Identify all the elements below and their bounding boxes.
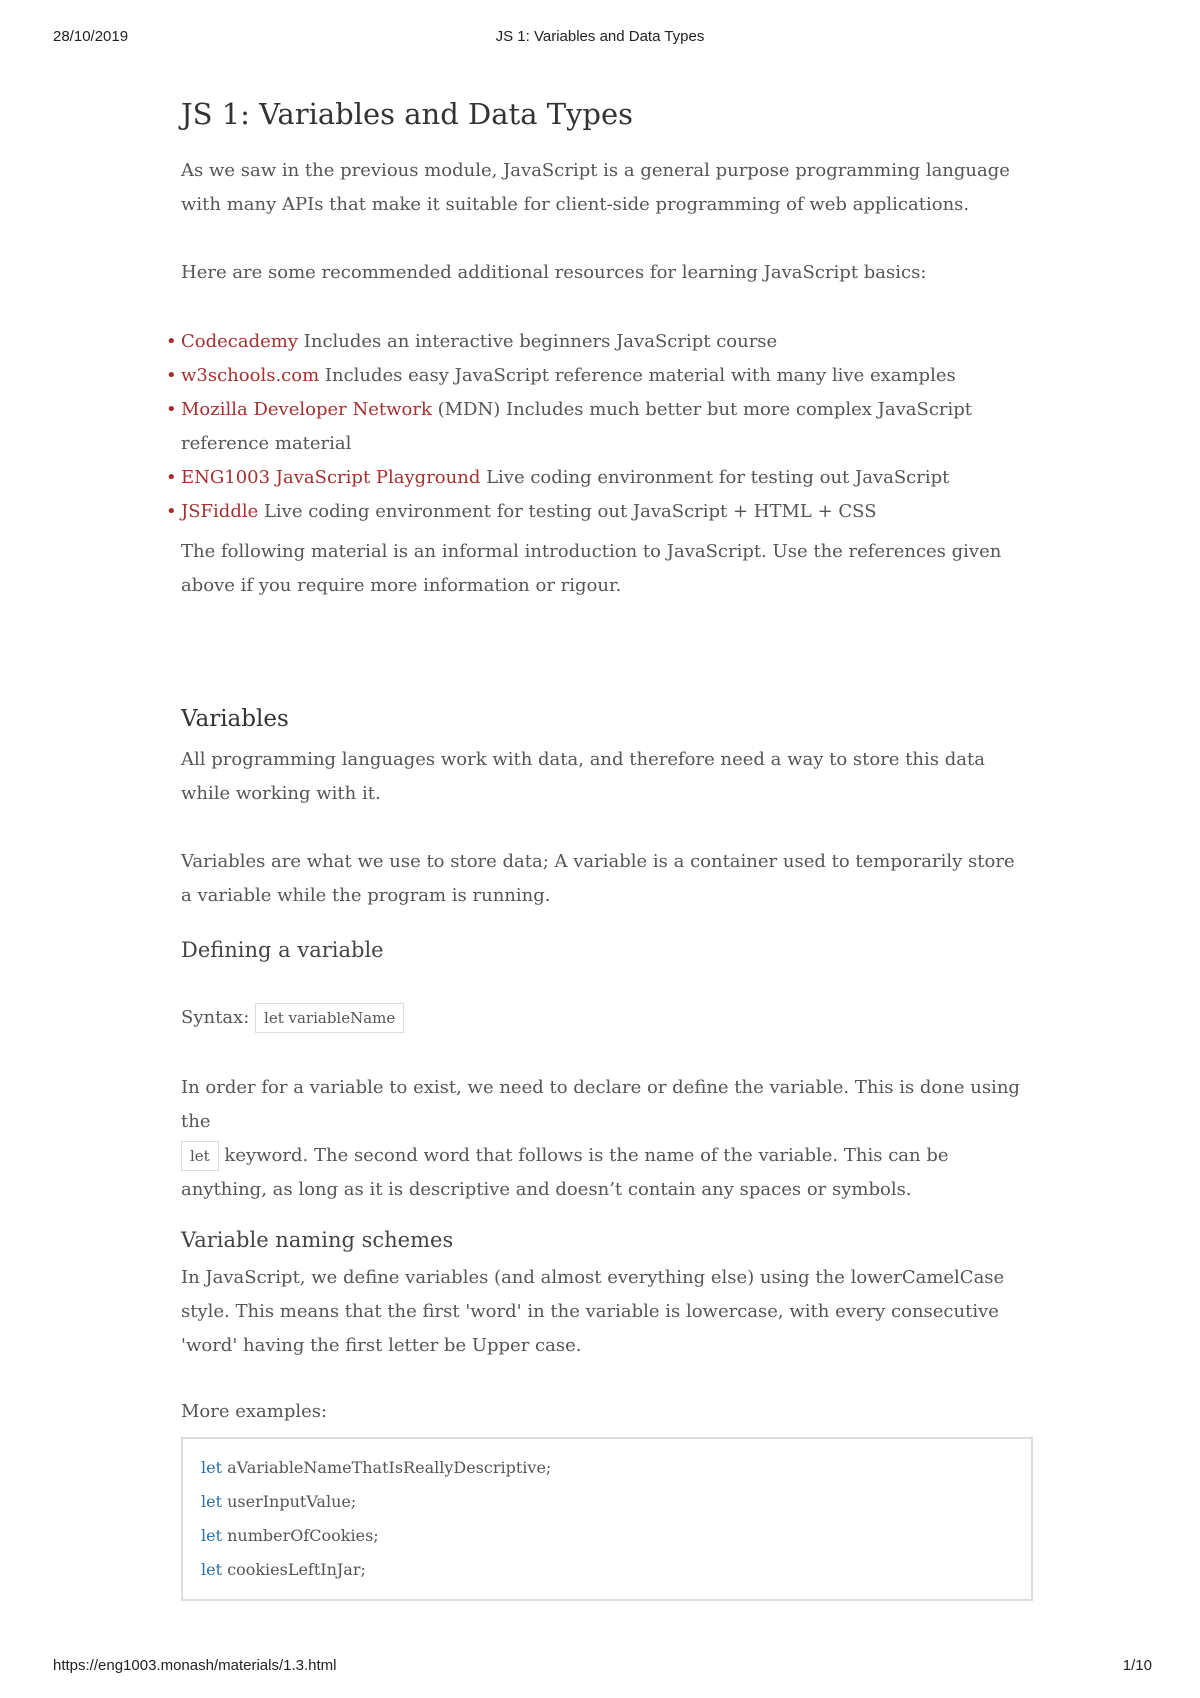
article bbox=[181, 92, 1031, 1601]
code-line bbox=[201, 1519, 1013, 1553]
code-keyword: let bbox=[201, 1458, 223, 1477]
more-examples-label: More examples: bbox=[181, 1401, 328, 1422]
list-item bbox=[163, 325, 1031, 359]
naming-schemes-heading: Variable naming schemes bbox=[181, 1228, 454, 1252]
page-number: 1/10 bbox=[1122, 1657, 1152, 1674]
variables-definition-paragraph: Variables are what we use to store data; A variable is a container used to temporarily store a variable while the program is running. bbox=[181, 851, 1015, 906]
w3schools-link[interactable]: w3schools.com bbox=[181, 365, 320, 386]
code-keyword: let bbox=[201, 1492, 223, 1511]
codecademy-link[interactable]: Codecademy bbox=[181, 331, 299, 352]
list-item bbox=[163, 461, 1031, 495]
let-inline-code: let bbox=[181, 1141, 219, 1171]
syntax-label: Syntax: bbox=[181, 1007, 250, 1028]
code-keyword: let bbox=[201, 1560, 223, 1579]
list-item-text: Includes an interactive beginners JavaScript course bbox=[298, 331, 778, 352]
code-text: cookiesLeftInJar; bbox=[222, 1560, 366, 1579]
list-item bbox=[163, 393, 1031, 461]
variables-paragraph: All programming languages work with data, and therefore need a way to store this data while working with it. bbox=[181, 749, 985, 804]
declare-text-continued: keyword. The second word that follows is the name of the variable. This can be anything, as long as it is descriptive and doesn’t contain any spaces or symbols. bbox=[181, 1145, 949, 1200]
print-date: 28/10/2019 bbox=[53, 28, 129, 45]
code-line bbox=[201, 1451, 1013, 1485]
resources-list bbox=[163, 325, 1031, 529]
mdn-link[interactable]: Mozilla Developer Network bbox=[181, 399, 432, 420]
code-text: numberOfCookies; bbox=[222, 1526, 379, 1545]
page-title: JS 1: Variables and Data Types bbox=[181, 97, 634, 131]
syntax-line bbox=[181, 1001, 1031, 1035]
playground-link[interactable]: ENG1003 JavaScript Playground bbox=[181, 467, 481, 488]
variables-heading: Variables bbox=[181, 706, 289, 732]
code-line bbox=[201, 1485, 1013, 1519]
jsfiddle-link[interactable]: JSFiddle bbox=[181, 501, 259, 522]
print-url: https://eng1003.monash/materials/1.3.html bbox=[53, 1657, 337, 1674]
declare-text: In order for a variable to exist, we need to declare or define the variable. This is done using the bbox=[181, 1077, 1020, 1132]
naming-paragraph: In JavaScript, we define variables (and almost everything else) using the lowerCamelCase style. This means that the first 'word' in the variable is lowercase, with every consecutive 'word' having the first letter be Upper case. bbox=[181, 1267, 1005, 1356]
code-line bbox=[201, 1553, 1013, 1587]
intro-paragraph: As we saw in the previous module, JavaScript is a general purpose programming language with many APIs that make it suitable for client-side programming of web applications. bbox=[181, 160, 1010, 215]
syntax-code: let variableName bbox=[255, 1003, 404, 1033]
list-item-text: Live coding environment for testing out JavaScript + HTML + CSS bbox=[258, 501, 877, 522]
defining-variable-heading: Defining a variable bbox=[181, 938, 384, 962]
code-text: aVariableNameThatIsReallyDescriptive; bbox=[222, 1458, 552, 1477]
resources-intro: Here are some recommended additional resources for learning JavaScript basics: bbox=[181, 262, 927, 283]
code-text: userInputValue; bbox=[222, 1492, 357, 1511]
list-item bbox=[163, 359, 1031, 393]
code-keyword: let bbox=[201, 1526, 223, 1545]
informal-intro-paragraph: The following material is an informal introduction to JavaScript. Use the references given above if you require more information or rigour. bbox=[181, 541, 1002, 596]
list-item-text: Includes easy JavaScript reference material with many live examples bbox=[319, 365, 956, 386]
print-title: JS 1: Variables and Data Types bbox=[495, 28, 705, 45]
list-item bbox=[163, 495, 1031, 529]
list-item-text: (MDN) Includes much better but more complex JavaScript reference material bbox=[181, 399, 973, 454]
declare-paragraph bbox=[181, 1071, 1031, 1207]
code-block bbox=[181, 1437, 1033, 1601]
list-item-text: Live coding environment for testing out JavaScript bbox=[480, 467, 950, 488]
